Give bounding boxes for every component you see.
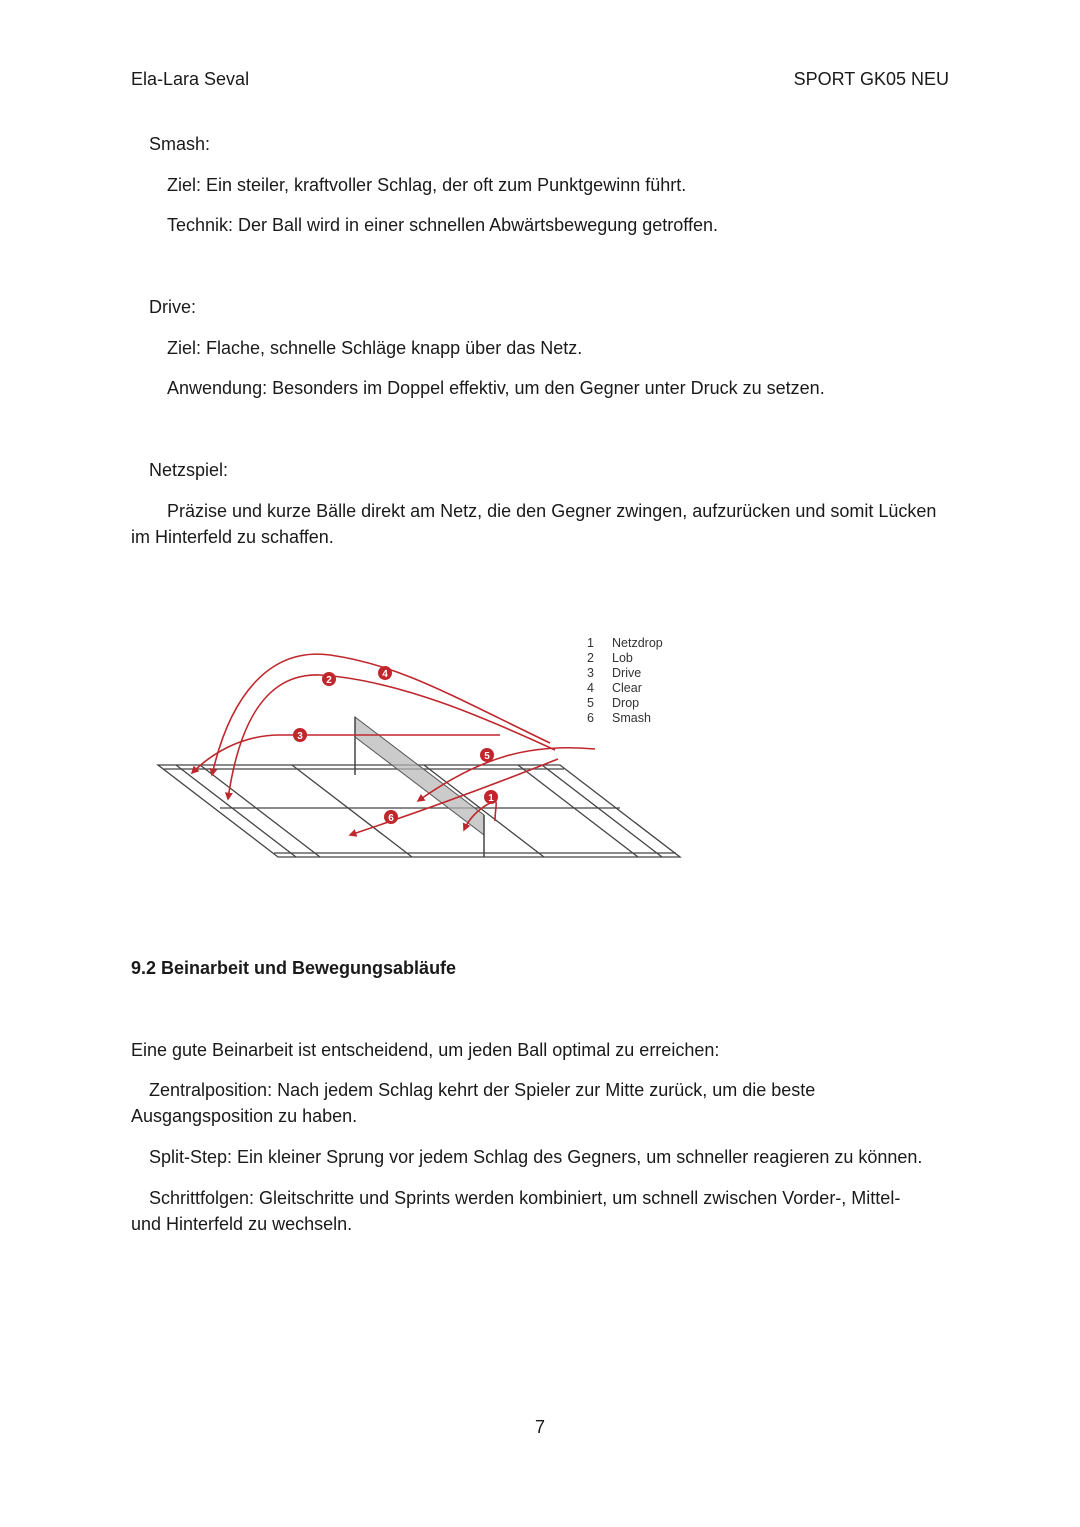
marker-6-label: 6 — [388, 813, 394, 824]
smash-technik: Technik: Der Ball wird in einer schnellen Abwärtsbewegung getroffen. — [167, 215, 718, 235]
legend-num-4: 4 — [587, 681, 594, 695]
legend-label-5: Drop — [612, 696, 640, 710]
zentral-line2: Ausgangsposition zu haben. — [131, 1106, 358, 1126]
marker-1 — [484, 790, 498, 804]
marker-3-label: 3 — [297, 731, 303, 742]
legend-label-4: Clear — [612, 681, 642, 695]
header-author: Ela-Lara Seval — [131, 69, 250, 89]
shot-markers — [293, 666, 498, 824]
legend-label-6: Smash — [612, 711, 651, 725]
netzspiel-title: Netzspiel: — [149, 460, 229, 480]
schritt-line2: und Hinterfeld zu wechseln. — [131, 1214, 353, 1234]
netzspiel-line1: Präzise und kurze Bälle direkt am Netz, die den Gegner zwingen, aufzurücken und somit Lücken — [167, 501, 937, 521]
legend-num-1: 1 — [587, 636, 594, 650]
drive-title: Drive: — [149, 297, 197, 317]
marker-5-label: 5 — [484, 751, 490, 762]
legend-label-1: Netzdrop — [612, 636, 663, 650]
drive-anwendung: Anwendung: Besonders im Doppel effektiv, um den Gegner unter Druck zu setzen. — [167, 378, 825, 398]
legend-label-3: Drive — [612, 666, 642, 680]
marker-1-label: 1 — [488, 793, 494, 804]
shot-path-drive — [192, 735, 500, 773]
marker-2 — [322, 672, 336, 686]
court-illustration — [150, 625, 690, 870]
shot-path-lob — [228, 675, 555, 799]
marker-5 — [480, 748, 494, 762]
zentral-line1: Zentralposition: Nach jedem Schlag kehrt der Spieler zur Mitte zurück, um die beste — [149, 1080, 816, 1100]
legend-num-3: 3 — [587, 666, 594, 680]
drive-ziel: Ziel: Flache, schnelle Schläge knapp über das Netz. — [167, 338, 583, 358]
section-intro: Eine gute Beinarbeit ist entscheidend, um jeden Ball optimal zu erreichen: — [131, 1040, 720, 1060]
section-heading: 9.2 Beinarbeit und Bewegungsabläufe — [131, 958, 457, 978]
smash-ziel: Ziel: Ein steiler, kraftvoller Schlag, der oft zum Punktgewinn führt. — [167, 175, 687, 195]
legend — [587, 636, 663, 725]
marker-4-label: 4 — [382, 669, 388, 680]
netzspiel-line2: im Hinterfeld zu schaffen. — [131, 527, 334, 547]
page-number: 7 — [534, 1417, 545, 1437]
marker-2-label: 2 — [326, 675, 332, 686]
legend-num-5: 5 — [587, 696, 594, 710]
legend-num-2: 2 — [587, 651, 594, 665]
legend-label-2: Lob — [612, 651, 633, 665]
schritt-line1: Schrittfolgen: Gleitschritte und Sprints werden kombiniert, um schnell zwischen Vorder-, Mittel- — [149, 1188, 901, 1208]
marker-4 — [378, 666, 392, 680]
splitstep-text: Split-Step: Ein kleiner Sprung vor jedem Schlag des Gegners, um schneller reagieren zu können. — [149, 1147, 923, 1167]
legend-num-6: 6 — [587, 711, 594, 725]
marker-6 — [384, 810, 398, 824]
net — [355, 717, 484, 857]
marker-3 — [293, 728, 307, 742]
badminton-shots-diagram — [150, 625, 690, 870]
smash-title: Smash: — [149, 134, 211, 154]
header-course: SPORT GK05 NEU — [793, 69, 949, 89]
